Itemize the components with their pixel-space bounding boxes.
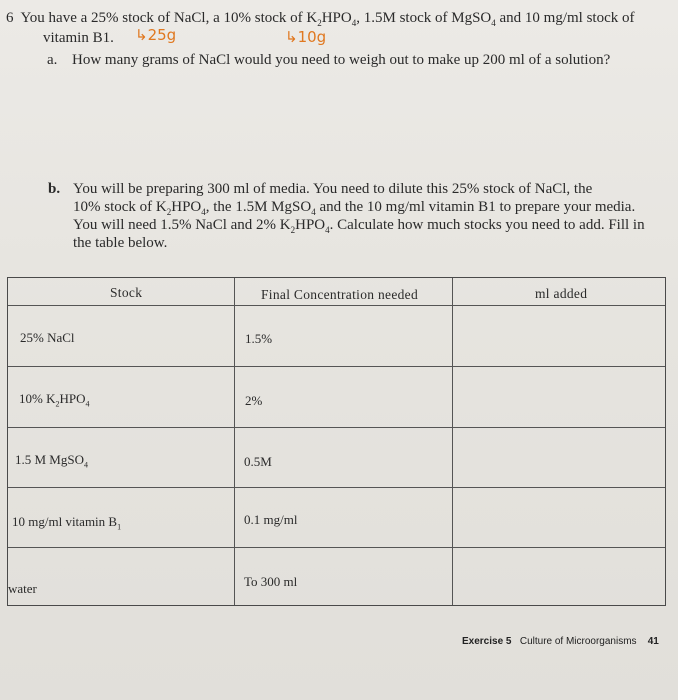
table-row-2-stock: 10% $K_2HPO_4$ <box>19 391 90 409</box>
row-divider <box>8 366 665 367</box>
part-a-label: a. <box>47 52 58 68</box>
table-row-1-stock: 25% NaCl <box>20 330 75 345</box>
handwritten-answer-2: ↳10g <box>285 28 327 46</box>
row-divider <box>8 427 665 428</box>
stock-table <box>7 277 666 606</box>
table-row-4-ml-added[interactable] <box>468 512 648 532</box>
table-row-3-stock: 1.5 M MgSO$_4$ <box>15 452 88 470</box>
question-6-line-2: vitamin B1. <box>43 30 114 46</box>
part-b-line-3: You will need 1.5% NaCl and 2% $K_2HPO_4$. Calculate how much stocks you need to add. Fill in <box>73 217 645 235</box>
part-b-line-1: You will be preparing 300 ml of media. You need to dilute this 25% stock of NaCl, the <box>73 181 593 197</box>
column-divider <box>234 278 235 605</box>
table-row-5-final: To 300 ml <box>244 574 298 589</box>
header-final-concentration: Final Concentration needed <box>261 287 419 302</box>
page-footer <box>462 636 659 647</box>
row-divider <box>8 487 665 488</box>
row-divider <box>8 305 665 306</box>
footer-exercise: Exercise 5 <box>462 636 512 647</box>
table-row-2-ml-added[interactable] <box>468 391 648 411</box>
part-b-line-2: 10% stock of $K_2HPO_4$, the 1.5M MgSO$_4$ and the 10 mg/ml vitamin B1 to prepare your media. <box>73 199 636 217</box>
table-row-1-ml-added[interactable] <box>468 330 648 350</box>
column-divider <box>452 278 453 605</box>
handwritten-answer-1: ↳25g <box>135 26 177 44</box>
table-row-4-final: 0.1 mg/ml <box>244 512 298 527</box>
table-row-4-stock: 10 mg/ml vitamin $B_1$ <box>12 514 122 532</box>
question-6-line-1: 6 You have a 25% stock of NaCl, a 10% stock of $K_2HPO_4$, 1.5M stock of MgSO$_4$ and 10 mg/ml stock of <box>6 10 635 28</box>
question-number: 6 <box>6 10 14 26</box>
table-row-1-final: 1.5% <box>245 331 273 346</box>
row-divider <box>8 547 665 548</box>
table-row-5-stock: water <box>8 581 37 596</box>
table-row-2-final: 2% <box>245 393 263 408</box>
footer-title: Culture of Microorganisms <box>519 636 637 647</box>
part-a-text: How many grams of NaCl would you need to weigh out to make up 200 ml of a solution? <box>72 52 611 68</box>
part-b-label: b. <box>48 181 61 197</box>
table-row-5-ml-added[interactable] <box>468 574 648 594</box>
table-row-3-final: 0.5M <box>244 454 272 469</box>
table-row-3-ml-added[interactable] <box>468 452 648 472</box>
header-stock: Stock <box>110 285 143 300</box>
footer-page-number: 41 <box>647 636 659 647</box>
header-ml-added: ml added <box>535 286 588 301</box>
part-b-line-4: the table below. <box>73 235 168 251</box>
